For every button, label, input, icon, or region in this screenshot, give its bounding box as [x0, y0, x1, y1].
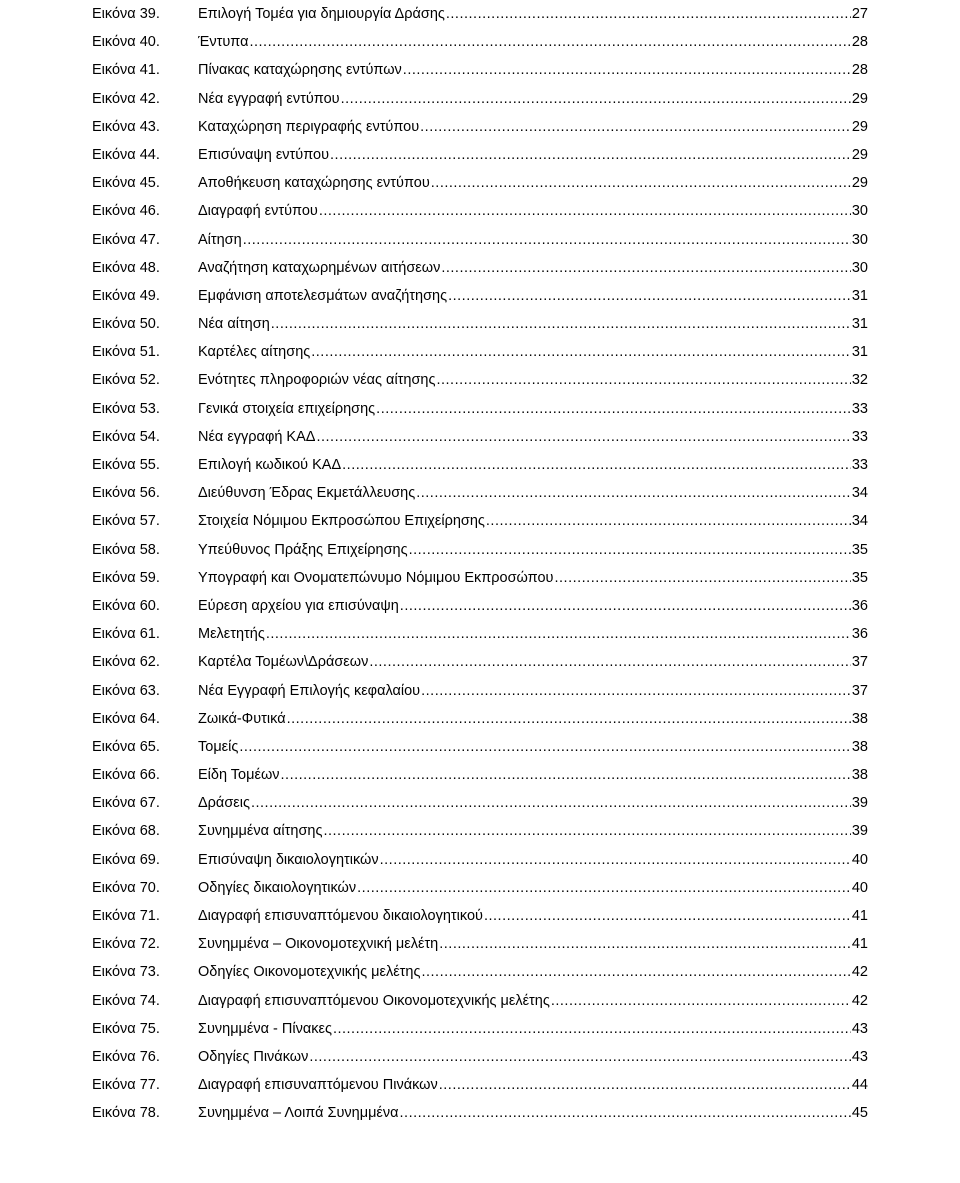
- page-number: 37: [851, 654, 868, 671]
- figure-label: Εικόνα 58.: [92, 541, 160, 558]
- page-number: 38: [851, 767, 868, 784]
- toc-entry[interactable]: [92, 0, 868, 28]
- figure-title: Νέα εγγραφή εντύπου: [198, 90, 340, 107]
- dot-leader: [249, 28, 850, 56]
- dot-leader: [441, 254, 851, 282]
- toc-entry[interactable]: [92, 958, 868, 986]
- dot-leader: [554, 564, 850, 592]
- toc-entry[interactable]: [92, 705, 868, 733]
- page-number: 39: [851, 795, 868, 812]
- page-number: 40: [851, 879, 868, 896]
- dot-leader: [271, 310, 851, 338]
- page-number: 28: [851, 62, 868, 79]
- dot-leader: [551, 987, 851, 1015]
- toc-entry[interactable]: [92, 846, 868, 874]
- dot-leader: [239, 733, 851, 761]
- toc-entry[interactable]: [92, 451, 868, 479]
- toc-entry[interactable]: [92, 987, 868, 1015]
- toc-entry[interactable]: [92, 423, 868, 451]
- page-number: 41: [851, 908, 868, 924]
- dot-leader: [369, 648, 851, 676]
- figure-label: Εικόνα 68.: [92, 823, 160, 840]
- dot-leader: [421, 677, 851, 705]
- toc-entry[interactable]: [92, 536, 868, 564]
- figure-label: Εικόνα 67.: [92, 795, 160, 812]
- figure-title: Έντυπα: [198, 34, 249, 51]
- figure-label: Εικόνα 57.: [92, 513, 160, 530]
- figure-title: Καταχώρηση περιγραφής εντύπου: [198, 118, 420, 135]
- toc-entry[interactable]: [92, 761, 868, 789]
- figure-label: Εικόνα 52.: [92, 372, 160, 389]
- page-number: 40: [851, 851, 868, 868]
- dot-leader: [251, 789, 851, 817]
- figure-label: Εικόνα 72.: [92, 936, 160, 953]
- page-number: 45: [851, 1105, 868, 1122]
- toc-entry[interactable]: [92, 1071, 868, 1099]
- figure-label: Εικόνα 44.: [92, 146, 160, 163]
- figure-title: Γενικά στοιχεία επιχείρησης: [198, 400, 376, 417]
- toc-entry[interactable]: [92, 564, 868, 592]
- figure-title: Νέα εγγραφή ΚΑΔ: [198, 428, 316, 445]
- toc-entry[interactable]: [92, 197, 868, 225]
- figure-label: Εικόνα 50.: [92, 316, 160, 333]
- dot-leader: [309, 1043, 851, 1071]
- figure-label: Εικόνα 65.: [92, 738, 160, 755]
- figure-label: Εικόνα 66.: [92, 767, 160, 784]
- page-number: 42: [851, 992, 868, 1009]
- toc-entry[interactable]: [92, 677, 868, 705]
- figure-title: Επιλογή κωδικού ΚΑΔ: [198, 457, 342, 473]
- toc-entry[interactable]: [92, 1099, 868, 1127]
- dot-leader: [243, 226, 851, 254]
- figure-title: Τομείς: [198, 738, 239, 755]
- toc-entry[interactable]: [92, 113, 868, 141]
- toc-entry[interactable]: [92, 395, 868, 423]
- page-number: 30: [851, 259, 868, 276]
- figure-title: Ενότητες πληροφοριών νέας αίτησης: [198, 372, 436, 389]
- figure-title: Επιλογή Τομέα για δημιουργία Δράσης: [198, 6, 445, 22]
- toc-entry[interactable]: [92, 56, 868, 84]
- toc-entry[interactable]: [92, 366, 868, 394]
- dot-leader: [342, 451, 851, 479]
- toc-entry[interactable]: [92, 254, 868, 282]
- figure-title: Επισύναψη δικαιολογητικών: [198, 851, 379, 868]
- page-number: 44: [851, 1077, 868, 1094]
- figure-label: Εικόνα 55.: [92, 457, 160, 473]
- page-number: 30: [851, 231, 868, 248]
- dot-leader: [380, 846, 851, 874]
- page-number: 38: [851, 710, 868, 727]
- toc-entry[interactable]: [92, 817, 868, 845]
- dot-leader: [330, 141, 851, 169]
- page-number: 30: [851, 203, 868, 220]
- page-number: 36: [851, 597, 868, 614]
- figure-title: Συνημμένα – Οικονομοτεχνική μελέτη: [198, 936, 439, 953]
- figure-label: Εικόνα 48.: [92, 259, 160, 276]
- dot-leader: [333, 1015, 851, 1043]
- figure-title: Διαγραφή επισυναπτόμενου Οικονομοτεχνικής μελέτης: [198, 992, 550, 1009]
- table-of-figures: [92, 0, 868, 1128]
- page-number: 37: [851, 682, 868, 699]
- page-number: 33: [851, 400, 868, 417]
- page-number: 29: [851, 146, 868, 163]
- dot-leader: [439, 930, 851, 958]
- toc-entry[interactable]: [92, 874, 868, 902]
- dot-leader: [421, 958, 850, 986]
- page-number: 35: [851, 541, 868, 558]
- figure-title: Στοιχεία Νόμιμου Εκπροσώπου Επιχείρησης: [198, 513, 485, 530]
- figure-title: Συνημμένα αίτησης: [198, 823, 323, 840]
- figure-title: Πίνακας καταχώρησης εντύπων: [198, 62, 402, 79]
- figure-title: Εμφάνιση αποτελεσμάτων αναζήτησης: [198, 287, 448, 304]
- figure-title: Εύρεση αρχείου για επισύναψη: [198, 597, 399, 614]
- toc-entry[interactable]: [92, 789, 868, 817]
- toc-entry[interactable]: [92, 141, 868, 169]
- dot-leader: [311, 338, 851, 366]
- figure-title: Αποθήκευση καταχώρησης εντύπου: [198, 175, 430, 192]
- figure-label: Εικόνα 78.: [92, 1105, 160, 1122]
- toc-entry[interactable]: [92, 620, 868, 648]
- toc-entry[interactable]: [92, 507, 868, 535]
- figure-label: Εικόνα 63.: [92, 682, 160, 699]
- figure-label: Εικόνα 47.: [92, 231, 160, 248]
- page-number: 31: [851, 287, 868, 304]
- figure-label: Εικόνα 69.: [92, 851, 160, 868]
- toc-entry[interactable]: [92, 1043, 868, 1071]
- toc-entry[interactable]: [92, 226, 868, 254]
- page-number: 31: [851, 316, 868, 333]
- dot-leader: [416, 479, 851, 507]
- figure-title: Συνημμένα - Πίνακες: [198, 1020, 332, 1037]
- page-number: 29: [851, 175, 868, 192]
- dot-leader: [403, 56, 851, 84]
- page-number: 29: [851, 118, 868, 135]
- figure-title: Αναζήτηση καταχωρημένων αιτήσεων: [198, 259, 441, 276]
- figure-label: Εικόνα 71.: [92, 908, 160, 924]
- dot-leader: [400, 592, 851, 620]
- figure-label: Εικόνα 70.: [92, 879, 160, 896]
- figure-title: Οδηγίες δικαιολογητικών: [198, 879, 357, 896]
- figure-title: Επισύναψη εντύπου: [198, 146, 330, 163]
- figure-label: Εικόνα 62.: [92, 654, 160, 671]
- toc-entry[interactable]: [92, 310, 868, 338]
- figure-label: Εικόνα 46.: [92, 203, 160, 220]
- dot-leader: [484, 902, 851, 930]
- page-number: 33: [851, 457, 868, 473]
- toc-entry[interactable]: [92, 733, 868, 761]
- figure-label: Εικόνα 56.: [92, 485, 160, 502]
- figure-title: Νέα αίτηση: [198, 316, 270, 333]
- figure-label: Εικόνα 42.: [92, 90, 160, 107]
- figure-label: Εικόνα 54.: [92, 428, 160, 445]
- toc-entry[interactable]: [92, 282, 868, 310]
- figure-label: Εικόνα 45.: [92, 175, 160, 192]
- toc-entry[interactable]: [92, 930, 868, 958]
- figure-label: Εικόνα 73.: [92, 964, 160, 981]
- dot-leader: [319, 197, 851, 225]
- dot-leader: [486, 507, 851, 535]
- toc-entry[interactable]: [92, 28, 868, 56]
- figure-label: Εικόνα 39.: [92, 6, 160, 22]
- figure-title: Οδηγίες Πινάκων: [198, 1048, 309, 1065]
- page-number: 34: [851, 513, 868, 530]
- figure-label: Εικόνα 49.: [92, 287, 160, 304]
- figure-title: Δράσεις: [198, 795, 250, 812]
- figure-label: Εικόνα 41.: [92, 62, 160, 79]
- page-number: 28: [851, 34, 868, 51]
- figure-title: Οδηγίες Οικονομοτεχνικής μελέτης: [198, 964, 421, 981]
- figure-title: Υπογραφή και Ονοματεπώνυμο Νόμιμου Εκπροσώπου: [198, 569, 554, 586]
- dot-leader: [439, 1071, 851, 1099]
- figure-title: Διεύθυνση Έδρας Εκμετάλλευσης: [198, 485, 416, 502]
- dot-leader: [266, 620, 851, 648]
- figure-label: Εικόνα 74.: [92, 992, 160, 1009]
- figure-label: Εικόνα 75.: [92, 1020, 160, 1037]
- dot-leader: [281, 761, 851, 789]
- figure-title: Είδη Τομέων: [198, 767, 280, 784]
- figure-title: Μελετητής: [198, 626, 265, 643]
- figure-label: Εικόνα 51.: [92, 344, 160, 361]
- figure-label: Εικόνα 76.: [92, 1048, 160, 1065]
- dot-leader: [446, 0, 851, 28]
- figure-label: Εικόνα 59.: [92, 569, 160, 586]
- dot-leader: [400, 1099, 851, 1127]
- figure-title: Διαγραφή επισυναπτόμενου δικαιολογητικού: [198, 908, 483, 924]
- dot-leader: [316, 423, 850, 451]
- page-number: 29: [851, 90, 868, 107]
- figure-label: Εικόνα 64.: [92, 710, 160, 727]
- figure-title: Καρτέλες αίτησης: [198, 344, 311, 361]
- figure-title: Καρτέλα Τομέων\Δράσεων: [198, 654, 369, 671]
- dot-leader: [287, 705, 851, 733]
- toc-entry[interactable]: [92, 479, 868, 507]
- dot-leader: [357, 874, 851, 902]
- figure-title: Αίτηση: [198, 231, 242, 248]
- figure-title: Ζωικά-Φυτικά: [198, 710, 286, 727]
- page-number: 43: [851, 1020, 868, 1037]
- dot-leader: [420, 113, 851, 141]
- toc-entry[interactable]: [92, 648, 868, 676]
- toc-entry[interactable]: [92, 338, 868, 366]
- dot-leader: [448, 282, 851, 310]
- page-number: 43: [851, 1048, 868, 1065]
- toc-entry[interactable]: [92, 902, 868, 930]
- page-number: 33: [851, 428, 868, 445]
- dot-leader: [376, 395, 851, 423]
- page-number: 31: [851, 344, 868, 361]
- figure-title: Διαγραφή επισυναπτόμενου Πινάκων: [198, 1077, 438, 1094]
- page-number: 34: [851, 485, 868, 502]
- page-number: 36: [851, 626, 868, 643]
- toc-entry[interactable]: [92, 169, 868, 197]
- dot-leader: [431, 169, 851, 197]
- dot-leader: [341, 85, 851, 113]
- toc-entry[interactable]: [92, 1015, 868, 1043]
- figure-label: Εικόνα 60.: [92, 597, 160, 614]
- figure-title: Συνημμένα – Λοιπά Συνημμένα: [198, 1105, 399, 1122]
- figure-title: Νέα Εγγραφή Επιλογής κεφαλαίου: [198, 682, 421, 699]
- toc-entry[interactable]: [92, 85, 868, 113]
- figure-label: Εικόνα 77.: [92, 1077, 160, 1094]
- page-number: 35: [851, 569, 868, 586]
- dot-leader: [323, 817, 850, 845]
- dot-leader: [436, 366, 850, 394]
- page-number: 42: [851, 964, 868, 981]
- page-number: 27: [851, 6, 868, 22]
- figure-label: Εικόνα 53.: [92, 400, 160, 417]
- dot-leader: [409, 536, 851, 564]
- page-number: 38: [851, 738, 868, 755]
- figure-label: Εικόνα 40.: [92, 34, 160, 51]
- figure-title: Διαγραφή εντύπου: [198, 203, 318, 220]
- figure-title: Υπεύθυνος Πράξης Επιχείρησης: [198, 541, 408, 558]
- toc-entry[interactable]: [92, 592, 868, 620]
- page-number: 32: [851, 372, 868, 389]
- page-number: 39: [851, 823, 868, 840]
- figure-label: Εικόνα 43.: [92, 118, 160, 135]
- page-number: 41: [851, 936, 868, 953]
- figure-label: Εικόνα 61.: [92, 626, 160, 643]
